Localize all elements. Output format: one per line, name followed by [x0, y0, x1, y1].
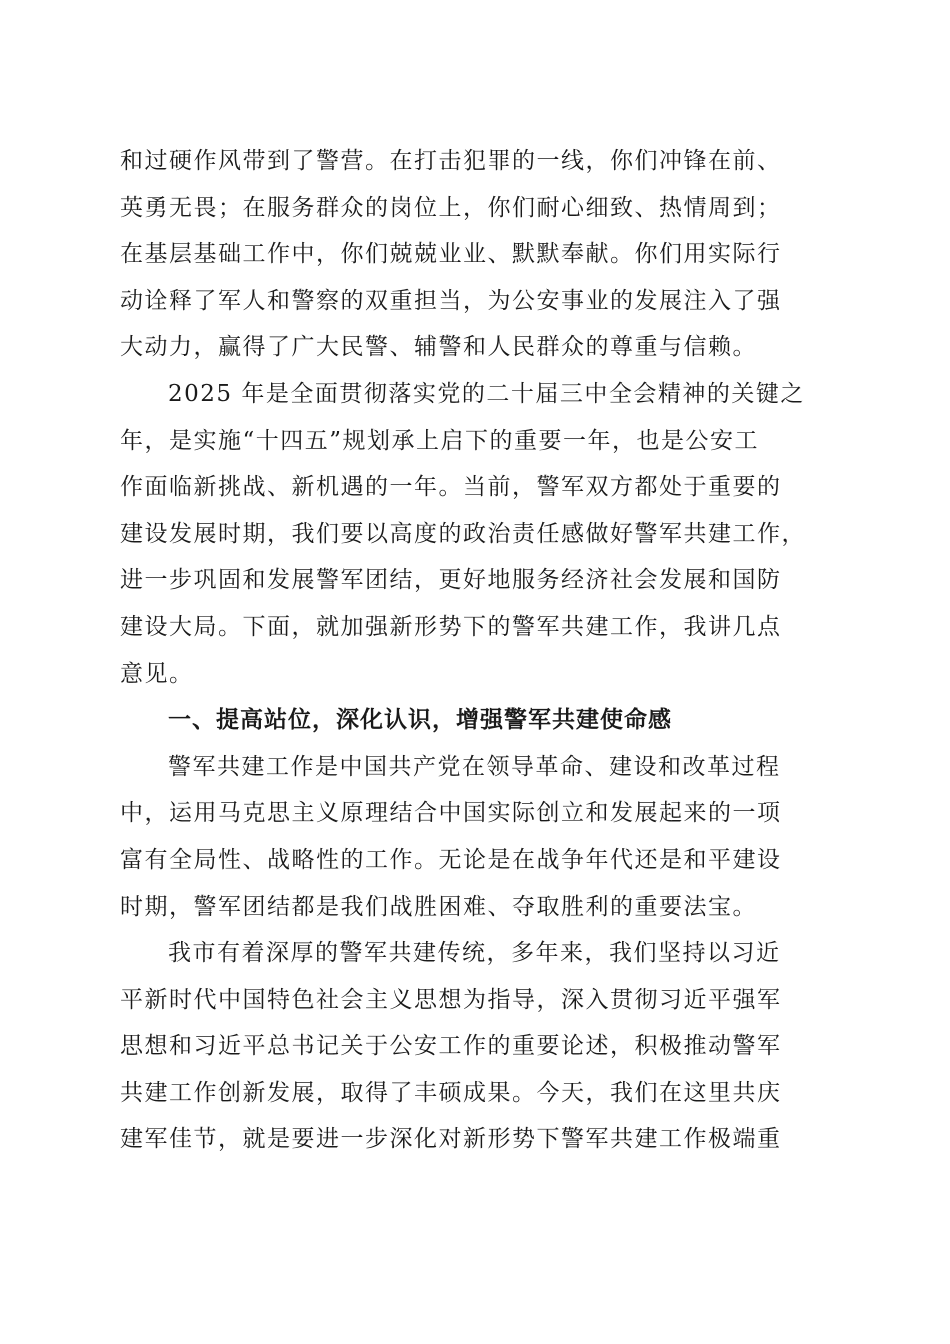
paragraph-line: 英勇无畏；在服务群众的岗位上，你们耐心细致、热情周到； [120, 194, 782, 221]
paragraph-line: 富有全局性、战略性的工作。无论是在战争年代还是和平建设 [120, 846, 782, 873]
paragraph-line: 平新时代中国特色社会主义思想为指导，深入贯彻习近平强军 [120, 986, 782, 1013]
paragraph-line: 和过硬作风带到了警营。在打击犯罪的一线，你们冲锋在前、 [120, 148, 782, 174]
paragraph-line: 进一步巩固和发展警军团结，更好地服务经济社会发展和国防 [120, 567, 782, 594]
paragraph-line: 建设大局。下面，就加强新形势下的警军共建工作，我讲几点 [120, 613, 782, 640]
paragraph-line: 思想和习近平总书记关于公安工作的重要论述，积极推动警军 [120, 1033, 782, 1060]
paragraph-line: 动诠释了军人和警察的双重担当，为公安事业的发展注入了强 [120, 287, 782, 314]
paragraph-line: 2025 年是全面贯彻落实党的二十届三中全会精神的关键之 [168, 380, 805, 407]
paragraph-line: 大动力，赢得了广大民警、辅警和人民群众的尊重与信赖。 [120, 334, 757, 361]
paragraph-line: 意见。 [120, 660, 194, 687]
paragraph-line: 年，是实施“十四五”规划承上启下的重要一年，也是公安工 [120, 427, 760, 454]
paragraph-line: 我市有着深厚的警军共建传统，多年来，我们坚持以习近 [168, 940, 781, 967]
paragraph-line: 在基层基础工作中，你们兢兢业业、默默奉献。你们用实际行 [120, 241, 782, 268]
paragraph-line: 时期，警军团结都是我们战胜困难、夺取胜利的重要法宝。 [120, 893, 757, 920]
paragraph-line: 中，运用马克思主义原理结合中国实际创立和发展起来的一项 [120, 800, 782, 827]
paragraph-line: 建军佳节，就是要进一步深化对新形势下警军共建工作极端重 [120, 1126, 782, 1153]
paragraph-line: 建设发展时期，我们要以高度的政治责任感做好警军共建工作， [120, 520, 806, 547]
paragraph-line: 作面临新挑战、新机遇的一年。当前，警军双方都处于重要的 [120, 474, 782, 501]
document-body [120, 138, 832, 1163]
paragraph-line: 警军共建工作是中国共产党在领导革命、建设和改革过程 [168, 753, 781, 780]
section-heading: 一、提高站位，深化认识，增强警军共建使命感 [168, 707, 672, 734]
paragraph-line: 共建工作创新发展，取得了丰硕成果。今天，我们在这里共庆 [120, 1079, 782, 1106]
